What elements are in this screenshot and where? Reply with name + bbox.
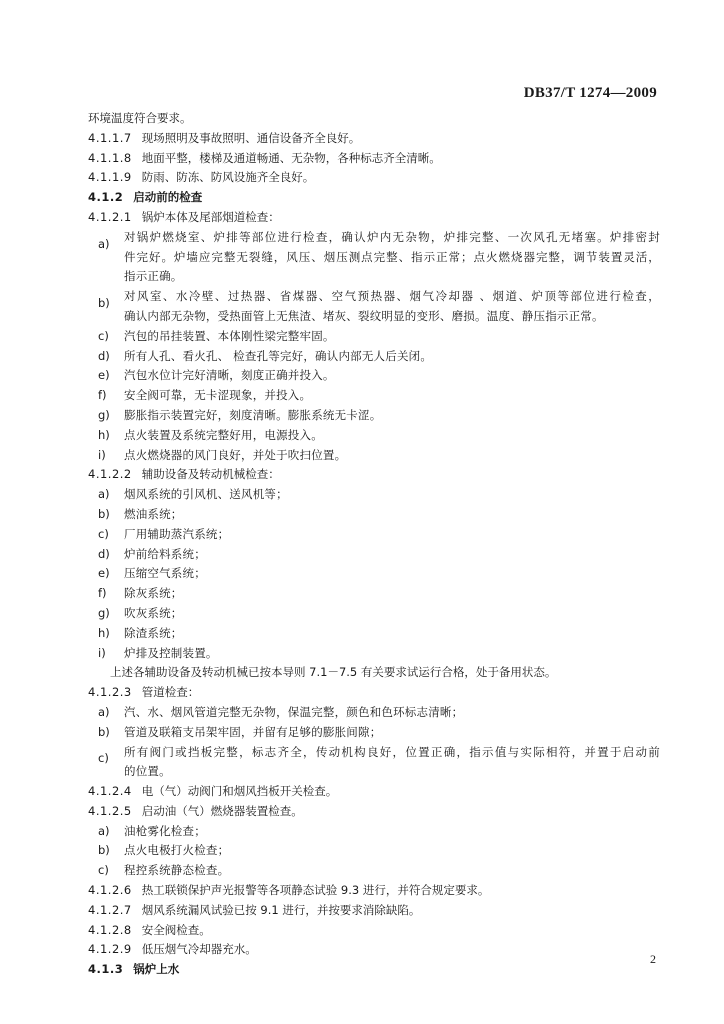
list-item (88, 505, 660, 525)
list-item (88, 406, 660, 426)
list-item (88, 228, 660, 251)
list-item-label: b) (98, 724, 110, 739)
clause-number: 4.1.2.4 (88, 784, 132, 799)
clause-number: 4.1.1.9 (88, 170, 132, 185)
clause-number: 4.1.3 (88, 962, 124, 977)
list-item-text: 油枪雾化检查； (124, 823, 206, 838)
list-item (88, 545, 660, 565)
list-item-text: 汽包水位计完好清晰，刻度正确并投入。 (124, 368, 335, 383)
list-item-text: 除灰系统； (124, 586, 183, 601)
section-heading (88, 188, 660, 208)
clause-text: 安全阀检查。 (141, 922, 211, 937)
clause (88, 465, 660, 485)
clause-number: 4.1.1.8 (88, 150, 132, 165)
list-item-text: 烟风系统的引风机、送风机等； (124, 487, 288, 502)
list-item-label: b) (98, 506, 110, 521)
list-item-label: c) (98, 863, 109, 878)
list-item-text: 燃油系统； (124, 506, 183, 521)
list-item-label: e) (98, 368, 110, 383)
clause-number: 4.1.2.6 (88, 883, 132, 898)
page-number: 2 (650, 952, 656, 966)
clause (88, 149, 660, 169)
list-item (88, 861, 660, 881)
clause (88, 940, 660, 960)
list-item-label: b) (98, 843, 110, 858)
list-item-label: d) (98, 546, 110, 561)
list-item-text: 汽包的吊挂装置、本体刚性梁完整牢固。 (124, 328, 335, 343)
list-item-text: 所有人孔、看火孔、 检查孔等完好，确认内部无人后关闭。 (124, 348, 433, 363)
continuation-text: 指示正确。 (124, 269, 183, 284)
standard-code: DB37/T 1274—2009 (523, 85, 657, 101)
list-item-label: g) (98, 605, 110, 620)
list-item-label: a) (98, 823, 110, 838)
clause-number: 4.1.2.3 (88, 685, 132, 700)
list-item-text: 安全阀可靠，无卡涩现象，并投入。 (124, 388, 312, 403)
continuation-text: 的位置。 (124, 764, 171, 779)
list-item-label: i) (98, 447, 106, 462)
list-item-continuation (88, 762, 660, 782)
indented-paragraph: 上述各辅助设备及转动机械已按本导则 7.1－7.5 有关要求试运行合格，处于备用状态。 (110, 665, 557, 680)
clause-number: 4.1.2.5 (88, 803, 132, 818)
list-item-text: 点火电极打火检查； (124, 843, 230, 858)
list-item-label: h) (98, 427, 110, 442)
list-item-text: 吹灰系统； (124, 605, 183, 620)
list-item-label: g) (98, 407, 110, 422)
clause-text: 烟风系统漏风试验已按 9.1 进行，并按要求消除缺陷。 (141, 902, 421, 917)
list-item-continuation (88, 307, 660, 327)
list-item-label: b) (98, 295, 110, 310)
clause (88, 129, 660, 149)
clause-text: 辅助设备及转动机械检查： (141, 467, 280, 482)
section-heading (88, 960, 660, 980)
list-item (88, 426, 660, 446)
list-item-text: 点火装置及系统完整好用，电源投入。 (124, 427, 323, 442)
list-item-text: 汽、水、烟风管道完整无杂物，保温完整，颜色和色环标志清晰； (124, 704, 464, 719)
clause (88, 901, 660, 921)
list-item-text: 炉排及控制装置。 (124, 645, 218, 660)
document-body (88, 109, 660, 980)
list-item-label: c) (98, 328, 109, 343)
list-item (88, 327, 660, 347)
list-item-label: a) (98, 487, 110, 502)
list-item-label: i) (98, 645, 106, 660)
clause (88, 881, 660, 901)
list-item-label: a) (98, 236, 110, 251)
list-item-label: a) (98, 704, 110, 719)
clause-text: 地面平整，楼梯及通道畅通、无杂物，各种标志齐全清晰。 (141, 150, 441, 165)
clause-text: 防雨、防冻、防风设施齐全良好。 (141, 170, 315, 185)
list-item (88, 644, 660, 664)
list-item (88, 604, 660, 624)
clause (88, 802, 660, 822)
list-item (88, 287, 660, 310)
list-item (88, 841, 660, 861)
clause-number: 4.1.1.7 (88, 130, 132, 145)
clause-text: 电（气）动阀门和烟风挡板开关检查。 (141, 784, 338, 799)
list-item-label: f) (98, 388, 107, 403)
list-item-text: 所有阀门或挡板完整，标志齐全，传动机构良好，位置正确，指示值与实际相符，并置于启动前 (124, 744, 660, 759)
list-item (88, 485, 660, 505)
clause-text: 锅炉上水 (133, 962, 180, 977)
clause-text: 热工联锁保护声光报警等各项静态试验 9.3 进行，并符合规定要求。 (141, 883, 490, 898)
clause-number: 4.1.2.9 (88, 942, 132, 957)
paragraph-line: 环境温度符合要求。 (88, 111, 192, 125)
clause-text: 低压烟气冷却器充水。 (141, 942, 257, 957)
clause (88, 921, 660, 941)
list-item-text: 膨胀指示装置完好，刻度清晰。膨胀系统无卡涩。 (124, 407, 382, 422)
list-item-text: 对锅炉燃烧室、炉排等部位进行检查，确认炉内无杂物，炉排完整、一次风孔无堵塞。炉排密封 (124, 229, 660, 244)
clause-text: 锅炉本体及尾部烟道检查： (141, 209, 280, 224)
continuation-text: 确认内部无杂物，受热面管上无焦渣、堵灰、裂纹明显的变形、磨损。温度、静压指示正常。 (124, 308, 604, 323)
clause-number: 4.1.2 (88, 190, 124, 205)
list-item-label: h) (98, 625, 110, 640)
list-item (88, 525, 660, 545)
list-item-label: c) (98, 751, 109, 766)
list-item-label: f) (98, 586, 107, 601)
clause (88, 168, 660, 188)
clause-text: 管道检查： (141, 685, 200, 700)
list-item-text: 炉前给料系统； (124, 546, 206, 561)
list-item (88, 446, 660, 466)
list-item (88, 584, 660, 604)
list-item-text: 程控系统静态检查。 (124, 863, 230, 878)
list-item-text: 对风室、水冷壁、过热器、省煤器、空气预热器、烟气冷却器 、烟道、炉顶等部位进行检查， (124, 289, 660, 304)
clause-text: 现场照明及事故照明、通信设备齐全良好。 (141, 130, 361, 145)
list-item-label: c) (98, 526, 109, 541)
clause (88, 208, 660, 228)
list-item-label: e) (98, 566, 110, 581)
list-item-label: d) (98, 348, 110, 363)
list-item-continuation (88, 248, 660, 268)
list-item-continuation (88, 267, 660, 287)
clause-number: 4.1.2.2 (88, 467, 132, 482)
list-item-text: 管道及联箱支吊架牢固，并留有足够的膨胀间隙； (124, 724, 382, 739)
list-item-text: 点火燃烧器的风门良好，并处于吹扫位置。 (124, 447, 347, 462)
clause-number: 4.1.2.8 (88, 922, 132, 937)
list-item (88, 743, 660, 766)
list-item (88, 564, 660, 584)
list-item (88, 347, 660, 367)
clause-number: 4.1.2.7 (88, 902, 132, 917)
continuation-text: 件完好。炉墙应完整无裂缝，风压、烟压测点完整、指示正常；点火燃烧器完整，调节装置灵活， (124, 249, 660, 264)
list-item-text: 除渣系统； (124, 625, 183, 640)
list-item (88, 723, 660, 743)
list-item-text: 压缩空气系统； (124, 566, 206, 581)
list-item (88, 386, 660, 406)
list-item (88, 703, 660, 723)
clause (88, 782, 660, 802)
list-item (88, 822, 660, 842)
clause-text: 启动油（气）燃烧器装置检查。 (141, 803, 303, 818)
list-item-text: 厂用辅助蒸汽系统； (124, 526, 230, 541)
clause-number: 4.1.2.1 (88, 209, 132, 224)
list-item (88, 624, 660, 644)
list-item (88, 366, 660, 386)
clause-text: 启动前的检查 (133, 190, 203, 205)
clause (88, 683, 660, 703)
